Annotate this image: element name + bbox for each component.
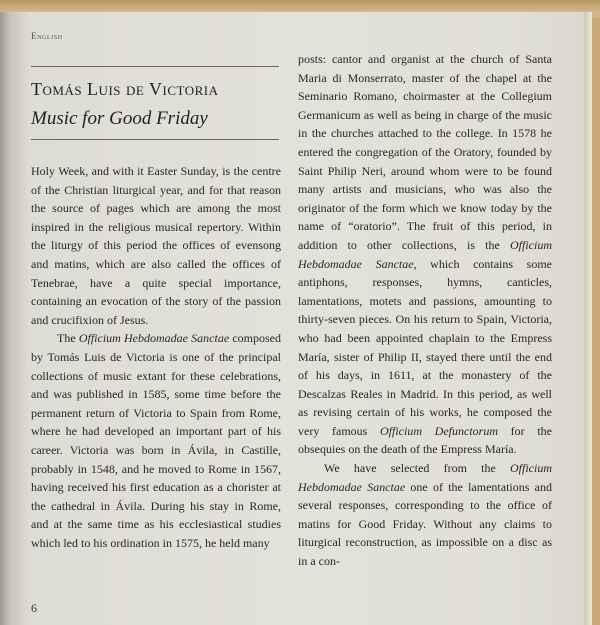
composer-name: Tomás Luis de Victoria xyxy=(31,79,219,99)
paragraph-intro: Holy Week, and with it Easter Sunday, is the centre of the Christian liturgical year, and for that reason the source of pages which are among the most inspired in the religious musical repertory. Within the liturgy of this period the offices of evensong and matins, which are also called the offices of Tenebrae, have a quite special importance, containing an evocation of the story of the passion and crucifixion of Jesus. xyxy=(31,164,281,327)
work-title: Officium Defunctorum xyxy=(380,423,498,438)
paragraph-selection xyxy=(298,459,552,571)
text: We have selected from the xyxy=(324,461,510,476)
text: composed by Tomás Luis de Victoria is one of the principal collections of music extant for these celebrations, and was published in 1585, some time before the permanent return of Victoria to Spain from Rome, where he had developed an important part of his career. Victoria was born in Ávila, in Castille, probably in 1548, and he moved to Rome in 1567, having received his first education as a chorister at the cathedral in Ávila. During his stay in Rome, and at the same time as his ecclesiastical studies which led to his ordination in 1575, he held many xyxy=(31,331,282,550)
running-head: English xyxy=(31,31,63,41)
work-title: Officium Hebdomadae Sanctae xyxy=(298,237,552,271)
paragraph-officium xyxy=(31,329,281,552)
text: posts: cantor and organist at the church of Santa Maria di Monserrato, master of the chapel at the Seminario Romano, choirmaster at the Collegium Germanicum as well as being in charge of the music in the churches attached to the college. In 1578 he entered the congregation of the Oratory, founded by Saint Philip Neri, around whom were to be found many artists and musicians, who was also the originator of the form which we know today by the name of “oratorio”. The fruit of this period, in addition to other collections, is the xyxy=(298,52,552,252)
work-title: Officium Hebdomadae Sanctae xyxy=(298,461,552,494)
right-column xyxy=(298,50,552,571)
text: one of the lamentations and several responses, corresponding to the office of matins for Good Friday. Without any claims to liturgical reconstruction, as impossible on a disc as in a con- xyxy=(298,479,552,569)
article-title: Music for Good Friday xyxy=(31,108,208,129)
paragraph-career xyxy=(298,50,552,459)
text: , which contains some antiphons, responses, hymns, canticles, lamentations, motets and passions, amounting to thirty-seven pieces. On his return to Spain, Victoria, who had been appointed chaplain to the Empress María, sister of Philip II, stayed there until the end of his days, in 1611, at the monastery of the Descalzas Reales in Madrid. In this period, as well as revising certain of his works, he composed the very famous xyxy=(298,256,552,438)
left-page-column xyxy=(31,30,281,552)
left-column xyxy=(31,162,281,552)
header-rule-bottom xyxy=(31,139,279,140)
work-title: Officium Hebdomadae Sanctae xyxy=(78,331,230,346)
text: for the obsequies on the death of the Empress María. xyxy=(298,423,552,457)
header-rule-top xyxy=(31,66,279,67)
text: The xyxy=(57,331,79,346)
page-edge xyxy=(584,12,592,625)
page-number: 6 xyxy=(31,601,37,615)
